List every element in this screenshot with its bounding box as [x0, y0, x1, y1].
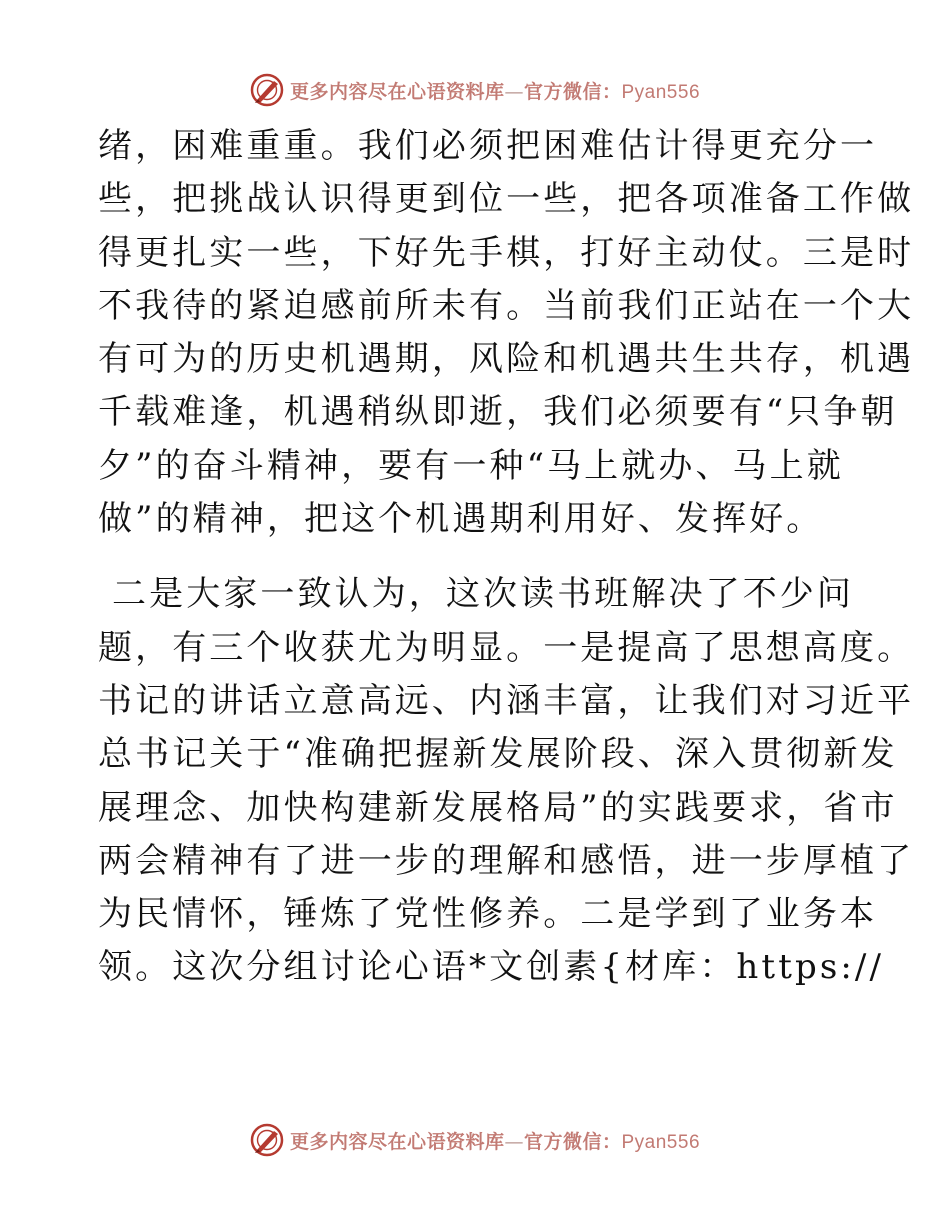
paragraph-1: [98, 120, 915, 546]
header-dash: —: [504, 80, 524, 103]
text-line: 绪，困难重重。我们必须把困难估计得更充分一: [98, 126, 878, 166]
text-line: 总书记关于“准确把握新发展阶段、深入贯彻新发: [98, 734, 898, 775]
paragraph-2: [98, 568, 915, 994]
text-line: 书记的讲话立意高远、内涵丰富，让我们对习近平: [98, 680, 915, 721]
text-line: 夕”的奋斗精神，要有一种“马上就办、马上就: [98, 445, 844, 486]
text-line: 做”的精神，把这个机遇期利用好、发挥好。: [98, 499, 824, 540]
text-line: 千载难逢，机遇稍纵即逝，我们必须要有“只争朝: [98, 392, 898, 433]
footer-dash: —: [504, 1130, 524, 1153]
footer-wechat-label: 官方微信：: [523, 1130, 622, 1153]
text-line: 为民情怀，锤炼了党性修养。二是学到了业务本: [98, 894, 878, 935]
document-body: [98, 120, 915, 995]
text-line: 领。这次分组讨论心语*文创素{材库：https://: [98, 947, 885, 988]
footer-site-text: 更多内容尽在心语资料库: [289, 1130, 505, 1153]
text-line: 不我待的紧迫感前所未有。当前我们正站在一个大: [98, 285, 915, 326]
footer-wechat-id: Pyan556: [621, 1131, 701, 1153]
footer-banner: [0, 1120, 950, 1160]
text-line: 展理念、加快构建新发展格局”的实践要求，省市: [98, 787, 898, 828]
pen-logo-icon: [250, 1123, 284, 1157]
text-line: 得更扎实一些，下好先手棋，打好主动仗。三是时: [98, 232, 915, 273]
header-banner-text: [290, 77, 700, 104]
paragraph-gap: [98, 546, 858, 568]
text-line: 有可为的历史机遇期，风险和机遇共生共存，机遇: [98, 339, 915, 380]
pen-logo-icon: [250, 73, 284, 107]
header-site-text: 更多内容尽在心语资料库: [289, 80, 505, 103]
text-line: 些，把挑战认识得更到位一些，把各项准备工作做: [98, 179, 915, 220]
header-wechat-id: Pyan556: [621, 81, 701, 103]
header-wechat-label: 官方微信：: [523, 80, 622, 103]
text-line: 二是大家一致认为，这次读书班解决了不少问: [112, 574, 854, 615]
text-line: 两会精神有了进一步的理解和感悟，进一步厚植了: [98, 840, 915, 881]
footer-banner-text: [290, 1127, 700, 1154]
text-line: 题，有三个收获尤为明显。一是提高了思想高度。: [98, 627, 915, 668]
header-banner: [0, 70, 950, 110]
